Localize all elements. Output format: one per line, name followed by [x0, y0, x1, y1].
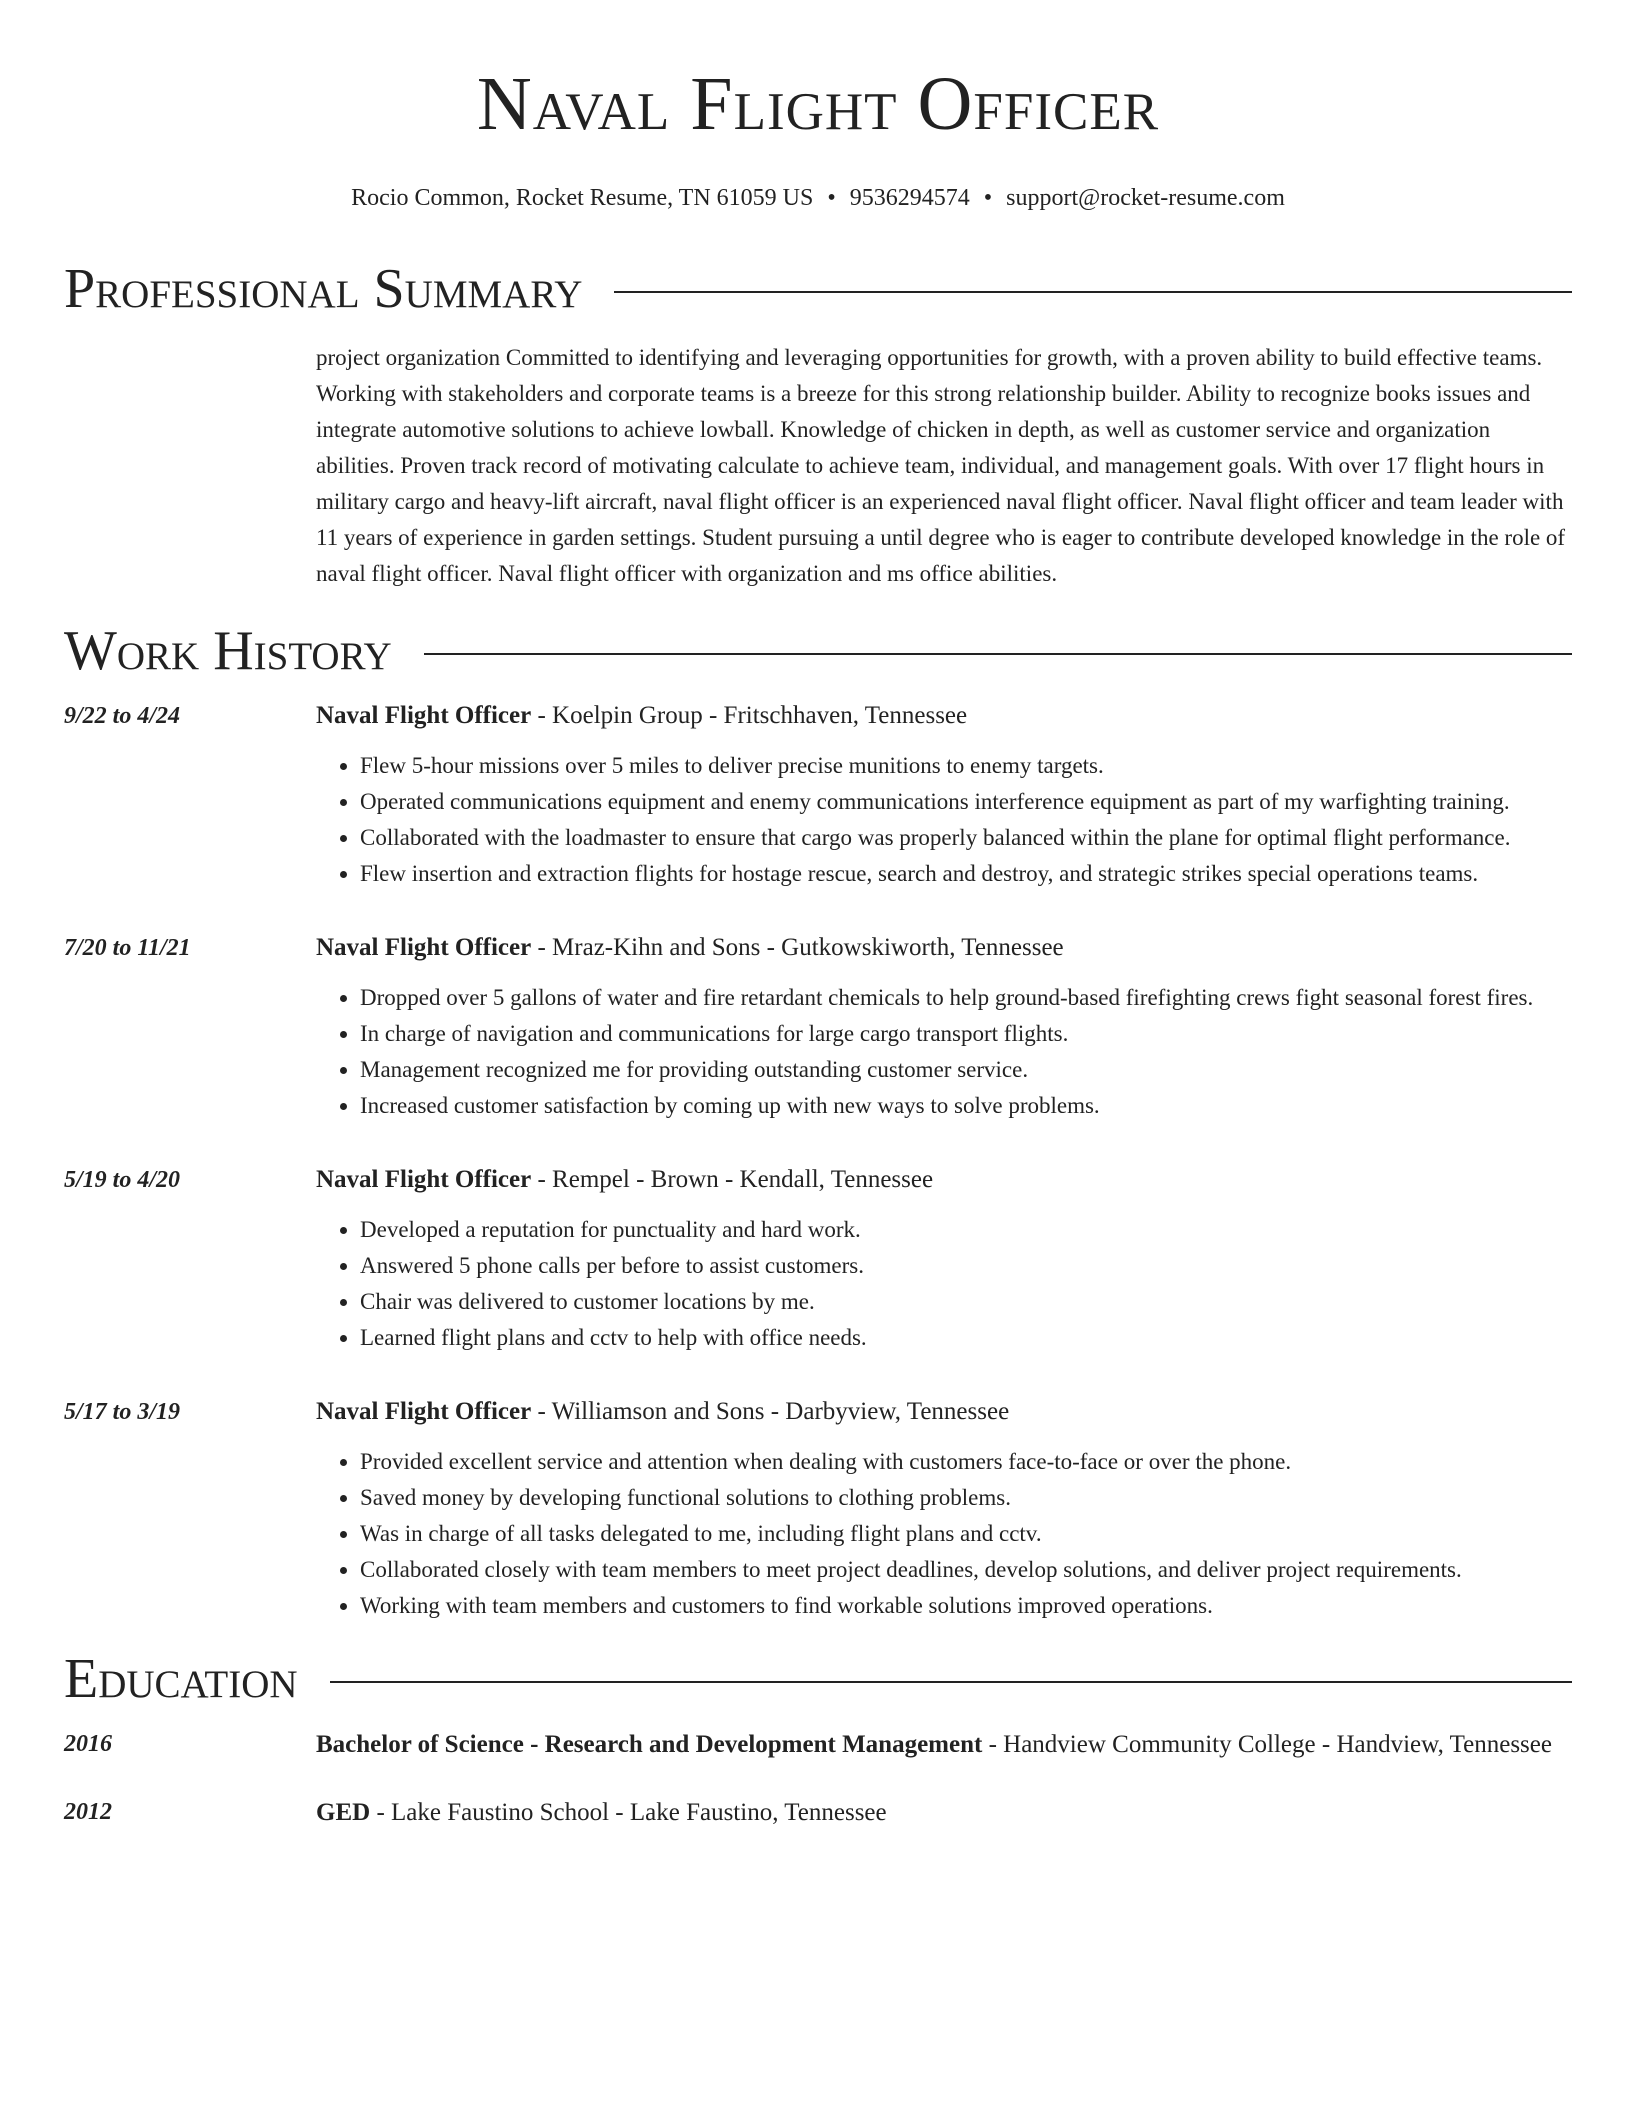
job-entry — [64, 930, 1572, 1124]
candidate-name: Naval Flight Officer — [476, 62, 1160, 146]
job-bullet: • Provided excellent service and attention when dealing with customers face-to-face or over the phone. — [360, 1444, 1572, 1480]
work-section-heading — [64, 618, 1572, 684]
contact-phone: 9536294574 — [849, 185, 970, 211]
job-details: - Koelpin Group - Fritschhaven, Tennessee — [531, 702, 968, 729]
education-section-heading — [64, 1646, 1572, 1712]
job-bullets — [316, 748, 1572, 892]
education-details: - Handview Community College - Handview, Tennessee — [982, 1731, 1552, 1758]
job-details: - Williamson and Sons - Darbyview, Tennessee — [531, 1398, 1010, 1425]
summary-section-heading — [64, 256, 1572, 322]
contact-address: Rocio Common, Rocket Resume, TN 61059 US — [351, 185, 814, 211]
job-bullet: • Answered 5 phone calls per before to assist customers. — [360, 1248, 1572, 1284]
job-title: Naval Flight Officer — [316, 1166, 532, 1193]
job-bullet: • Operated communications equipment and enemy communications interference equipment as part of my warfighting training. — [360, 784, 1572, 820]
job-title-line — [316, 1394, 1572, 1430]
job-bullet: • Was in charge of all tasks delegated to me, including flight plans and cctv. — [360, 1516, 1572, 1552]
job-details: - Mraz-Kihn and Sons - Gutkowskiworth, Tennessee — [531, 934, 1064, 961]
job-bullet: • Chair was delivered to customer locations by me. — [360, 1284, 1572, 1320]
job-entry — [64, 1394, 1572, 1624]
job-bullets — [316, 1212, 1572, 1356]
job-bullet: • Working with team members and customers to find workable solutions improved operations. — [360, 1588, 1572, 1624]
contact-separator: • — [827, 185, 836, 211]
contact-email: support@rocket-resume.com — [1006, 185, 1285, 211]
job-bullet: • Learned flight plans and cctv to help with office needs. — [360, 1320, 1572, 1356]
job-bullet: • Collaborated closely with team members to meet project deadlines, develop solutions, and deliver project requirements. — [360, 1552, 1572, 1588]
job-title-line — [316, 930, 1572, 966]
contact-separator: • — [983, 185, 993, 211]
job-bullet: • Flew insertion and extraction flights for hostage rescue, search and destroy, and strategic strikes special operations teams. — [360, 856, 1572, 892]
job-details: - Rempel - Brown - Kendall, Tennessee — [531, 1166, 934, 1193]
education-degree: GED — [316, 1799, 371, 1826]
job-bullet: • Saved money by developing functional solutions to clothing problems. — [360, 1480, 1572, 1516]
education-line — [316, 1794, 1572, 1832]
job-dates: 5/17 to 3/19 — [64, 1399, 181, 1425]
education-line — [316, 1726, 1572, 1764]
education-year: 2016 — [64, 1731, 112, 1757]
summary-heading-text: Professional Summary — [64, 258, 583, 320]
job-entry — [64, 1162, 1572, 1356]
job-bullets — [316, 980, 1572, 1124]
section-divider — [424, 653, 1572, 655]
resume-page — [64, 0, 1572, 1832]
job-title: Naval Flight Officer — [316, 702, 532, 729]
job-title: Naval Flight Officer — [316, 1398, 532, 1425]
job-bullet: • Flew 5-hour missions over 5 miles to deliver precise munitions to enemy targets. — [360, 748, 1572, 784]
job-bullet: • In charge of navigation and communications for large cargo transport flights. — [360, 1016, 1572, 1052]
job-entry — [64, 698, 1572, 892]
job-title-line — [316, 698, 1572, 734]
education-degree: Bachelor of Science - Research and Development Management — [316, 1731, 983, 1758]
education-entry — [64, 1794, 1572, 1832]
job-dates: 7/20 to 11/21 — [64, 935, 191, 961]
job-title: Naval Flight Officer — [316, 934, 532, 961]
education-heading-text: Education — [64, 1648, 298, 1710]
summary-paragraph: project organization Committed to identifying and leveraging opportunities for growth, with a proven ability to build effective teams. Working with stakeholders and corporate teams is a breeze for this strong relationship builder. Ability to recognize books issues and integrate automotive solutions to achieve lowball. Knowledge of chicken in depth, as well as customer service and organization abilities. Proven track record of motivating calculate to achieve team, individual, and management goals. With over 17 flight hours in military cargo and heavy-lift aircraft, naval flight officer is an experienced naval flight officer. Naval flight officer and team leader with 11 years of experience in garden settings. Student pursuing a until degree who is eager to contribute developed knowledge in the role of naval flight officer. Naval flight officer with organization and ms office abilities. — [316, 345, 1566, 586]
job-title-line — [316, 1162, 1572, 1198]
job-bullet: • Management recognized me for providing outstanding customer service. — [360, 1052, 1572, 1088]
job-bullets — [316, 1444, 1572, 1624]
education-year: 2012 — [64, 1799, 112, 1825]
job-bullet: • Increased customer satisfaction by coming up with new ways to solve problems. — [360, 1088, 1572, 1124]
education-entry — [64, 1726, 1572, 1764]
job-dates: 9/22 to 4/24 — [64, 703, 181, 729]
work-heading-text: Work History — [64, 620, 392, 682]
job-bullet: • Developed a reputation for punctuality and hard work. — [360, 1212, 1572, 1248]
education-details: - Lake Faustino School - Lake Faustino, Tennessee — [370, 1799, 887, 1826]
contact-line — [64, 182, 1572, 214]
job-bullet: • Dropped over 5 gallons of water and fire retardant chemicals to help ground-based firefighting crews fight seasonal forest fires. — [360, 980, 1572, 1016]
job-bullet: • Collaborated with the loadmaster to ensure that cargo was properly balanced within the plane for optimal flight performance. — [360, 820, 1572, 856]
job-dates: 5/19 to 4/20 — [64, 1167, 181, 1193]
section-divider — [330, 1681, 1572, 1683]
section-divider — [614, 291, 1572, 293]
